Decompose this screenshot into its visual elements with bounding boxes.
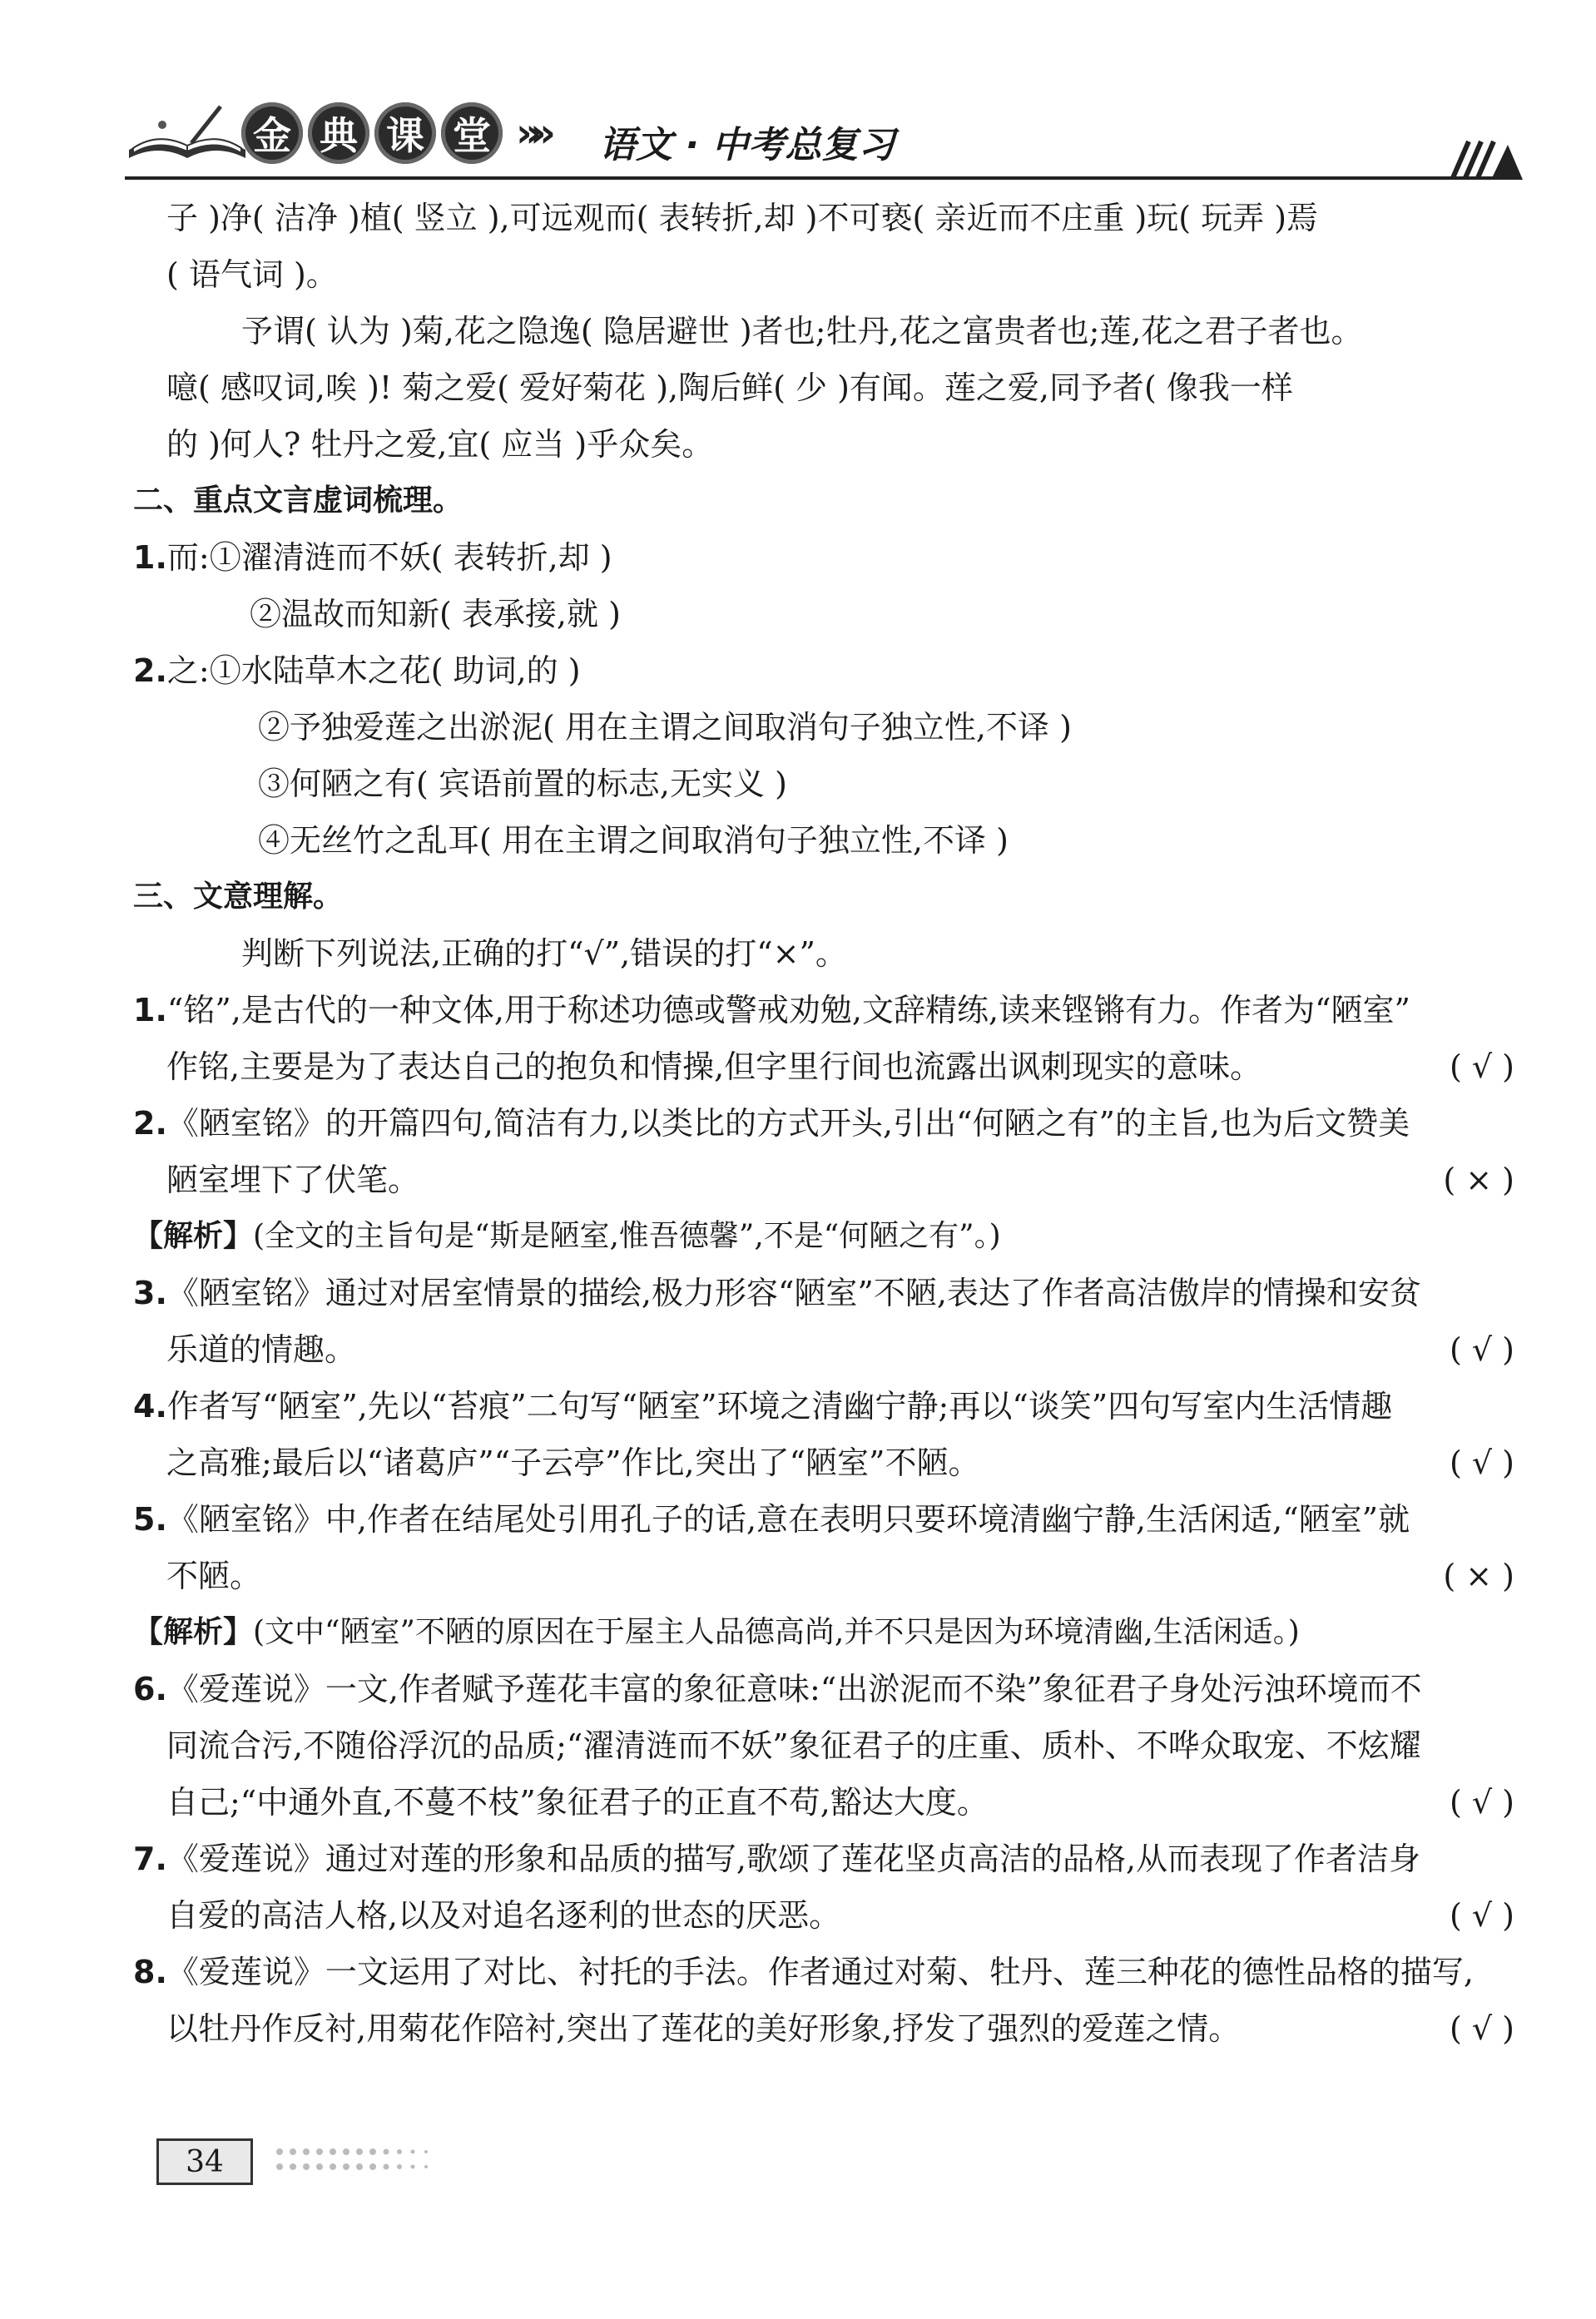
analysis-label: 【解析】	[133, 1615, 254, 1649]
statement-line: 《陋室铭》通过对居室情景的描绘,极力形容“陋室”不陋,表达了作者高洁傲岸的情操和安贫	[166, 1275, 1421, 1311]
open-book-icon	[125, 100, 250, 166]
answer-mark: ( × )	[1443, 1162, 1514, 1198]
answer-mark: ( √ )	[1449, 1331, 1514, 1368]
stripes-triangle-icon	[1448, 133, 1523, 180]
usage-entry: ②温故而知新( 表承接,就 )	[250, 596, 621, 632]
brand-char: 堂	[441, 102, 503, 164]
section-heading: 三、文意理解。	[133, 880, 344, 914]
text-line: 噫( 感叹词,唉 )! 菊之爱( 爱好菊花 ),陶后鲜( 少 )有闻。莲之爱,同予者( 像我一样	[166, 369, 1293, 406]
item-number: 1.	[133, 992, 167, 1028]
statement-line: 《爱莲说》一文运用了对比、衬托的手法。作者通过对菊、牡丹、莲三种花的德性品格的描写,	[166, 1954, 1474, 1990]
analysis-text: (全文的主旨句是“斯是陋室,惟吾德馨”,不是“何陋之有”。)	[253, 1219, 1001, 1253]
statement-line: 陋室埋下了伏笔。	[166, 1162, 420, 1198]
statement-line: 之高雅;最后以“诸葛庐”“子云亭”作比,突出了“陋室”不陋。	[166, 1444, 980, 1481]
page-header	[125, 100, 1523, 183]
usage-entry: ③何陋之有( 宾语前置的标志,无实义 )	[258, 766, 787, 802]
answer-mark: ( √ )	[1449, 1784, 1514, 1821]
usage-entry: ④无丝竹之乱耳( 用在主谓之间取消句子独立性,不译 )	[258, 822, 1009, 859]
answer-mark: ( √ )	[1449, 2010, 1514, 2047]
statement-line: 不陋。	[166, 1558, 262, 1594]
statement-line: 《爱莲说》通过对莲的形象和品质的描写,歌颂了莲花坚贞高洁的品格,从而表现了作者洁身	[166, 1841, 1421, 1877]
item-number: 8.	[133, 1954, 167, 1990]
dot-pattern-icon	[273, 2143, 473, 2177]
text-line: 子 )净( 洁净 )植( 竖立 ),可远观而( 表转折,却 )不可亵( 亲近而不庄重 )玩( 玩弄 )焉	[166, 200, 1319, 236]
statement-line: 《陋室铭》中,作者在结尾处引用孔子的话,意在表明只要环境清幽宁静,生活闲适,“陋室”就	[166, 1501, 1410, 1538]
item-number: 6.	[133, 1671, 167, 1707]
brand-logo	[125, 100, 544, 166]
page-content	[133, 190, 1514, 2057]
statement-line: 同流合污,不随俗浮沉的品质;“濯清涟而不妖”象征君子的庄重、质朴、不哗众取宠、不炫耀	[166, 1727, 1421, 1764]
answer-mark: ( √ )	[1449, 1048, 1514, 1085]
statement-line: 乐道的情趣。	[166, 1331, 357, 1368]
analysis-label: 【解析】	[133, 1219, 254, 1253]
brand-char: 金	[241, 102, 303, 164]
usage-entry: ①濯清涟而不妖( 表转折,却 )	[209, 539, 612, 576]
statement-line: 以牡丹作反衬,用菊花作陪衬,突出了莲花的美好形象,抒发了强烈的爱莲之情。	[166, 2010, 1241, 2047]
analysis-note	[133, 1208, 1514, 1265]
item-number: 5.	[133, 1501, 167, 1538]
instruction: 判断下列说法,正确的打“√”,错误的打“×”。	[241, 935, 847, 972]
subject-title: 语文 · 中考总复习	[599, 124, 895, 166]
brand-char: 典	[308, 102, 369, 164]
page-number: 34	[156, 2138, 253, 2185]
statement-line: 自爱的高洁人格,以及对追名逐利的世态的厌恶。	[166, 1897, 841, 1934]
text-line: 的 )何人? 牡丹之爱,宜( 应当 )乎众矣。	[166, 426, 714, 463]
item-number: 4.	[133, 1388, 167, 1425]
analysis-note	[133, 1604, 1514, 1661]
usage-entry: ②予独爱莲之出淤泥( 用在主谓之间取消句子独立性,不译 )	[258, 709, 1072, 746]
statement-line: 自己;“中通外直,不蔓不枝”象征君子的正直不苟,豁达大度。	[166, 1784, 989, 1821]
item-number: 2.	[133, 652, 167, 689]
header-rule	[125, 176, 1506, 180]
section-heading: 二、重点文言虚词梳理。	[133, 483, 463, 518]
item-number: 1.	[133, 539, 167, 576]
answer-mark: ( √ )	[1449, 1444, 1514, 1481]
statement-line: 作者写“陋室”,先以“苔痕”二句写“陋室”环境之清幽宁静;再以“谈笑”四句写室内生活情趣	[166, 1388, 1393, 1425]
item-number: 7.	[133, 1841, 167, 1877]
double-chevron-icon: »»	[516, 110, 545, 156]
analysis-text: (文中“陋室”不陋的原因在于屋主人品德高尚,并不只是因为环境清幽,生活闲适。)	[253, 1615, 1300, 1649]
keyword: 之:	[166, 652, 210, 689]
statement-line: 《爱莲说》一文,作者赋予莲花丰富的象征意味:“出淤泥而不染”象征君子身处污浊环境而不	[166, 1671, 1422, 1707]
statement-line: 《陋室铭》的开篇四句,简洁有力,以类比的方式开头,引出“何陋之有”的主旨,也为后文赞美	[166, 1105, 1410, 1142]
answer-mark: ( × )	[1443, 1558, 1514, 1594]
item-number: 2.	[133, 1105, 167, 1142]
keyword: 而:	[166, 539, 210, 576]
text-line: ( 语气词 )。	[166, 256, 338, 293]
statement-line: “铭”,是古代的一种文体,用于称述功德或警戒劝勉,文辞精练,读来铿锵有力。作者为“陋室”	[166, 992, 1410, 1028]
brand-char: 课	[374, 102, 436, 164]
usage-entry: ①水陆草木之花( 助词,的 )	[209, 652, 581, 689]
page-footer	[156, 2138, 253, 2185]
answer-mark: ( √ )	[1449, 1897, 1514, 1934]
text-line: 予谓( 认为 )菊,花之隐逸( 隐居避世 )者也;牡丹,花之富贵者也;莲,花之君子者也。	[241, 313, 1363, 349]
item-number: 3.	[133, 1275, 167, 1311]
statement-line: 作铭,主要是为了表达自己的抱负和情操,但字里行间也流露出讽刺现实的意味。	[166, 1048, 1262, 1085]
